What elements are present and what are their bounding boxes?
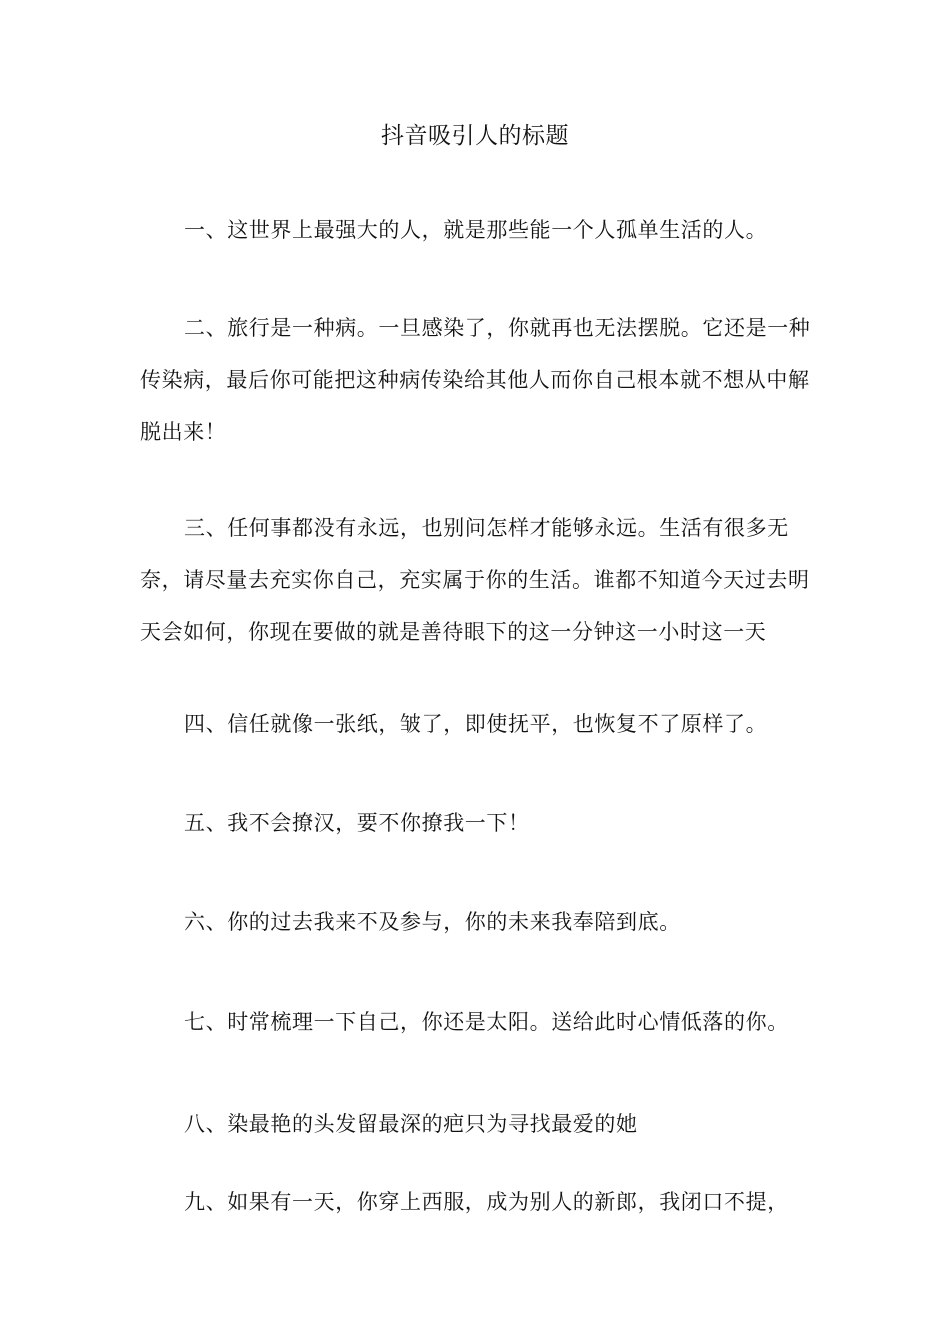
paragraph-3: 三、任何事都没有永远，也别问怎样才能够永远。生活有很多无奈，请尽量去充实你自己，充实属于你的生活。谁都不知道今天过去明天会如何，你现在要做的就是善待眼下的这一分钟这一小时这一天: [140, 516, 810, 644]
paragraph-8: 八、染最艳的头发留最深的疤只为寻找最爱的她: [184, 1112, 638, 1136]
paragraph-9: 九、如果有一天，你穿上西服，成为别人的新郎，我闭口不提，: [184, 1190, 789, 1214]
paragraph-1: 一、这世界上最强大的人，就是那些能一个人孤单生活的人。: [184, 218, 768, 242]
paragraph-7: 七、时常梳理一下自己，你还是太阳。送给此时心情低落的你。: [184, 1010, 789, 1034]
paragraph-6: 六、你的过去我来不及参与，你的未来我奉陪到底。: [184, 910, 681, 934]
paragraph-2: 二、旅行是一种病。一旦感染了，你就再也无法摆脱。它还是一种传染病，最后你可能把这种病传染给其他人而你自己根本就不想从中解脱出来！: [140, 316, 811, 444]
paragraph-5: 五、我不会撩汉，要不你撩我一下！: [184, 811, 530, 835]
paragraph-4: 四、信任就像一张纸，皱了，即使抚平，也恢复不了原样了。: [184, 712, 768, 736]
document-title: 抖音吸引人的标题: [381, 123, 569, 149]
